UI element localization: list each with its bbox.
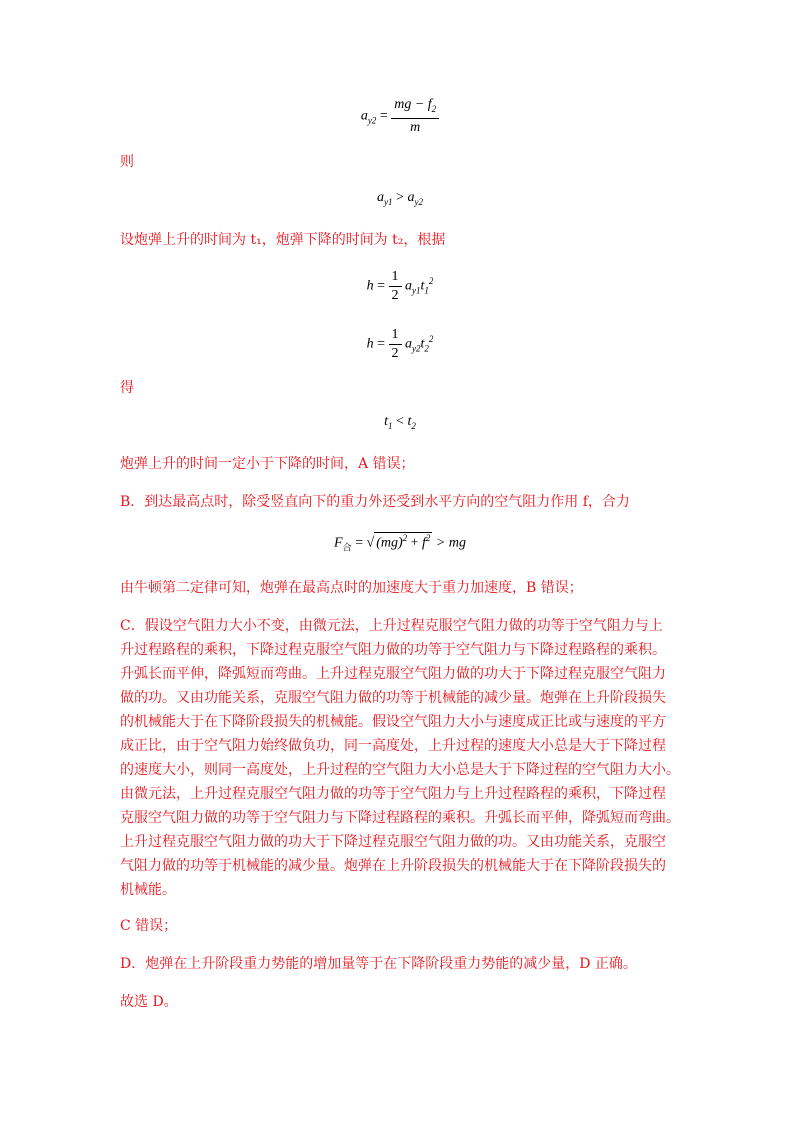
text-line: 成正比，由于空气阻力始终做负功，同一高度处，上升过程的速度大小总是大于下降过程 — [120, 738, 666, 754]
text-de: 得 — [120, 380, 134, 396]
formula-superscript: 2 — [402, 533, 408, 543]
formula-subscript: 2 — [424, 343, 429, 354]
fraction — [389, 326, 402, 363]
formula-subscript: 合 — [342, 542, 352, 553]
formula-ay2 — [0, 96, 800, 137]
fraction-numerator: mg − f — [394, 97, 432, 112]
text-line: 气阻力做的功等于机械能的减少量。炮弹在上升阶段损失的机械能大于在下降阶段损失的 — [120, 858, 666, 874]
text-c-conclusion: C 错误； — [120, 918, 178, 934]
formula-subscript: 1 — [424, 285, 429, 296]
formula-h-down — [0, 326, 800, 363]
formula-ay1-gt-ay2 — [0, 190, 800, 207]
text-line: 升过程路程的乘积，下降过程克服空气阻力做的功等于空气阻力与下降过程路程的乘积。 — [120, 642, 666, 658]
formula-subscript: y2 — [414, 196, 423, 207]
formula-symbol: a — [377, 190, 385, 205]
formula-symbol: t — [384, 414, 389, 429]
formula-symbol: a — [360, 108, 368, 124]
text-final-answer: 故选 D。 — [120, 994, 178, 1010]
formula-superscript: 2 — [428, 334, 434, 345]
text-line: 机械能。 — [120, 882, 176, 898]
sqrt-sign: √ — [366, 535, 375, 551]
fraction-denominator: 2 — [391, 288, 399, 303]
text-option-c — [120, 614, 690, 902]
formula-symbol: t — [420, 336, 425, 352]
text-line: 做的功。又由功能关系，克服空气阻力做的功等于机械能的减少量。炮弹在上升阶段损失 — [120, 690, 666, 706]
formula-symbol: t — [407, 414, 412, 429]
fraction-denominator: m — [410, 119, 421, 135]
formula-symbol: f — [422, 535, 426, 551]
operator: + — [407, 535, 423, 551]
fraction — [389, 268, 402, 305]
operator: > — [396, 190, 404, 205]
formula-subscript: 2 — [431, 103, 437, 114]
formula-symbol: (mg) — [376, 535, 403, 551]
text-line: C．假设空气阻力大小不变，由微元法，上升过程克服空气阻力做的功等于空气阻力与上 — [120, 618, 663, 634]
equals-sign: = — [379, 108, 388, 124]
formula-subscript: y1 — [384, 196, 393, 207]
formula-subscript: 1 — [388, 420, 393, 431]
fraction-denominator: 2 — [391, 346, 399, 361]
equals-sign: = — [377, 278, 385, 294]
formula-subscript: y1 — [412, 285, 421, 296]
text-line: 升弧长而平伸，降弧短而弯曲。上升过程克服空气阻力做的功大于下降过程克服空气阻力 — [120, 666, 666, 682]
text-option-b: B．到达最高点时，除受竖直向下的重力外还受到水平方向的空气阻力作用 f，合力 — [120, 494, 630, 510]
operator: < — [396, 414, 404, 429]
fraction — [391, 96, 439, 137]
formula-t1-lt-t2 — [0, 414, 800, 431]
text-option-d: D．炮弹在上升阶段重力势能的增加量等于在下降阶段重力势能的减少量，D 正确。 — [120, 956, 637, 972]
text-line: 克服空气阻力做的功等于空气阻力与下降过程路程的乘积。升弧长而平伸，降弧短而弯曲。 — [120, 810, 680, 826]
formula-symbol: t — [420, 278, 425, 294]
formula-subscript: 2 — [411, 420, 416, 431]
text-line: 的机械能大于在下降阶段损失的机械能。假设空气阻力大小与速度成正比或与速度的平方 — [120, 714, 666, 730]
text-b-conclusion: 由牛顿第二定律可知，炮弹在最高点时的加速度大于重力加速度，B 错误； — [120, 580, 583, 596]
equals-sign: = — [377, 336, 385, 352]
formula-resultant-force — [0, 532, 800, 553]
text-a-conclusion: 炮弹上升的时间一定小于下降的时间，A 错误； — [120, 456, 415, 472]
text-line: 的速度大小，则同一高度处，上升过程的空气阻力大小总是大于下降过程的空气阻力大小。 — [120, 762, 680, 778]
formula-h-up — [0, 268, 800, 305]
formula-superscript: 2 — [425, 533, 431, 543]
sqrt-radicand — [374, 532, 432, 552]
formula-subscript: y2 — [412, 343, 421, 354]
formula-symbol: h — [366, 278, 374, 294]
formula-symbol: F — [334, 535, 343, 551]
text-set-time: 设炮弹上升的时间为 t₁，炮弹下降的时间为 t₂，根据 — [120, 232, 446, 248]
formula-superscript: 2 — [428, 276, 434, 287]
text-line: 由微元法，上升过程克服空气阻力做的功等于空气阻力与上升过程路程的乘积，下降过程 — [120, 786, 666, 802]
formula-symbol: a — [405, 278, 412, 294]
formula-subscript: y2 — [367, 115, 377, 126]
formula-symbol: a — [405, 336, 412, 352]
fraction-numerator: 1 — [389, 268, 402, 287]
text-line: 上升过程克服空气阻力做的功大于下降过程克服空气阻力做的功。又由功能关系，克服空 — [120, 834, 666, 850]
formula-symbol: > mg — [432, 535, 466, 551]
text-ze: 则 — [120, 154, 134, 170]
formula-symbol: h — [366, 336, 374, 352]
formula-symbol: a — [407, 190, 415, 205]
equals-sign: = — [355, 535, 363, 551]
fraction-numerator: 1 — [389, 326, 402, 345]
